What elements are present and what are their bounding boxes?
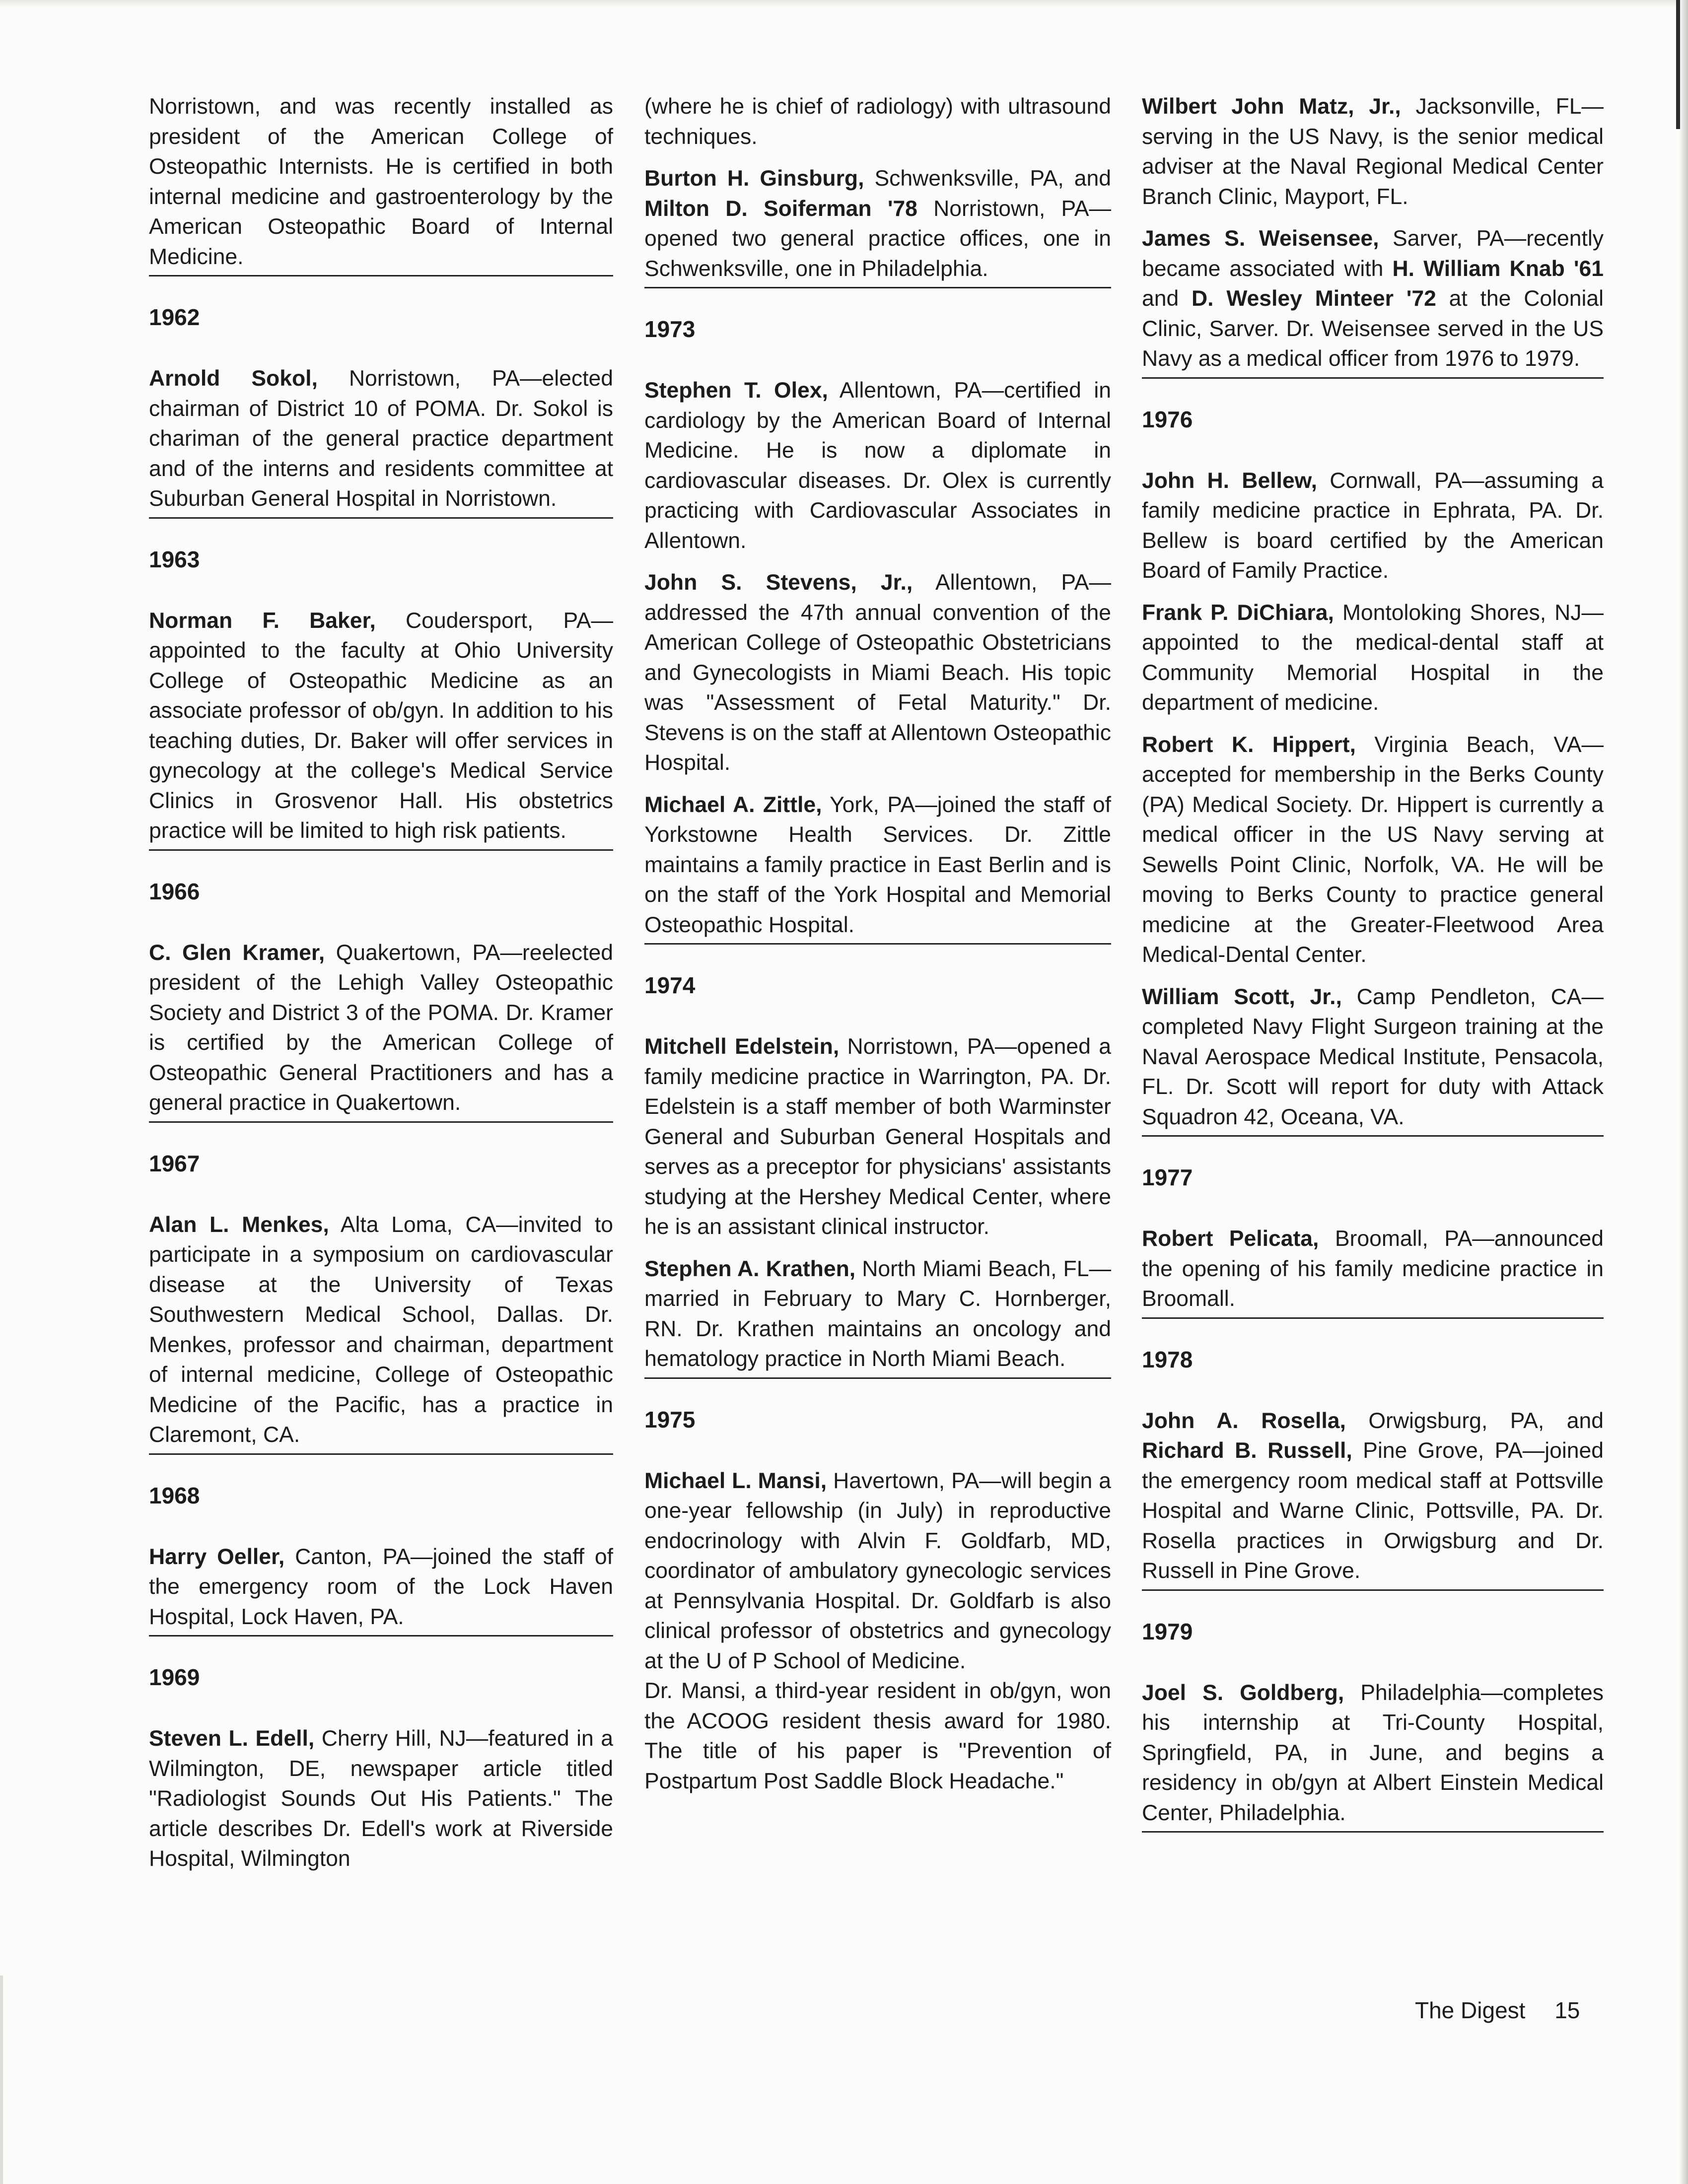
entry-text: Dr. Mansi, a third-year resident in ob/gyn, won the ACOOG resident thesis award for 1980. The title of his paper is "Prevention of Postpartum Post Saddle Block Headache." [644,1679,1111,1793]
alumni-name: John S. Stevens, Jr., [644,570,913,595]
section-divider [149,275,613,276]
section-divider [644,943,1111,945]
entry-text: Camp Pendleton, CA—completed Navy Flight Surgeon training at the Naval Aerospace Medical Institute, Pensacola, FL. Dr. Scott will report for duty with Attack Squadron 42, Oceana, VA. [1142,984,1604,1129]
entry-text: Virginia Beach, VA—accepted for membership in the Berks County (PA) Medical Society. Dr. Hippert is currently a medical officer in the US Navy serving at Sewells Point Clinic, Norfolk, VA. He will be moving to Berks County to practice general medicine at the Greater-Fleetwood Area Medical-Dental Center. [1142,732,1604,967]
entry-group [149,938,613,1121]
alumni-entry [644,164,1111,284]
alumni-entry [1142,1406,1604,1586]
alumni-name: John H. Bellew, [1142,468,1317,493]
alumni-name: Norman F. Baker, [149,608,376,633]
entry-text: Norristown, PA—elected chairman of District 10 of POMA. Dr. Sokol is chariman of the general practice department and of the interns and residents committee at Suburban General Hospital in Norristown. [149,366,614,511]
entry-group [644,92,1111,287]
alumni-entry [149,606,613,846]
section-divider [149,1121,613,1123]
alumni-name: Milton D. Soiferman '78 [644,196,917,221]
alumni-entry [644,568,1111,778]
alumni-name: Steven L. Edell, [149,1726,315,1751]
section-divider [149,1635,613,1637]
column-3 [1142,92,1604,1858]
alumni-name: John A. Rosella, [1142,1408,1346,1433]
alumni-entry [1142,598,1604,718]
alumni-name: William Scott, Jr., [1142,984,1342,1009]
entry-group [1142,92,1604,377]
entry-group [1142,1224,1604,1317]
entry-text: Norristown, PA—opened two general practice offices, one in Schwenksville, one in Philadelphia. [644,196,1111,281]
alumni-entry [149,1724,613,1874]
alumni-entry [149,1542,613,1633]
alumni-entry [1142,466,1604,586]
entry-group [644,1032,1111,1377]
alumni-name: Robert Pelicata, [1142,1227,1319,1251]
alumni-name: Arnold Sokol, [149,366,318,391]
page-top-edge [0,0,1688,7]
section-divider [149,1453,613,1455]
year-heading: 1966 [149,878,200,904]
binding-shadow [1676,0,1680,129]
alumni-name: Richard B. Russell, [1142,1438,1352,1463]
alumni-entry [149,364,613,514]
alumni-name: D. Wesley Minteer '72 [1192,286,1436,311]
entry-text: Allentown, PA—addressed the 47th annual convention of the American College of Osteopathic Obstetricians and Gynecologists in Miami Beach. His topic was "Assessment of Fetal Maturity." Dr. Stevens is on the staff at Allentown Osteopathic Hospital. [644,570,1111,775]
year-heading: 1969 [149,1664,200,1690]
year-heading: 1968 [149,1482,200,1508]
entry-text: Quakertown, PA—reelected president of the Lehigh Valley Osteopathic Society and District 3 of the POMA. Dr. Kramer is certified by the American College of Osteopathic General Practitioners and has a general practice in Quakertown. [149,940,613,1115]
entry-group [149,364,613,517]
alumni-name: Joel S. Goldberg, [1142,1680,1344,1705]
alumni-name: Stephen A. Krathen, [644,1256,856,1281]
entry-group [149,606,613,849]
alumni-name: H. William Knab '61 [1392,256,1604,281]
year-heading: 1977 [1142,1164,1193,1190]
alumni-entry [644,790,1111,941]
scan-left-edge [0,1976,3,2184]
alumni-entry [1142,92,1604,212]
alumni-entry [149,938,613,1118]
entry-text: Sarver, PA—recently became associated with [1142,226,1604,281]
page-number: 15 [1554,1997,1580,2023]
entry-group [149,92,613,275]
entry-text: Coudersport, PA—appointed to the faculty at Ohio University College of Osteopathic Medicine as an associate professor of ob/gyn. In addition to his teaching duties, Dr. Baker will offer services in gynecology at the college's Medical Service Clinics in Grosvenor Hall. His obstetrics practice will be limited to high risk patients. [149,608,613,843]
entry-group [149,1724,613,1877]
year-heading: 1967 [149,1150,200,1176]
section-divider [644,287,1111,288]
alumni-name: Robert K. Hippert, [1142,732,1356,757]
entry-group [644,376,1111,943]
entry-text: Philadelphia—completes his internship at Tri-County Hospital, Springfield, PA, in June, and begins a residency in ob/gyn at Albert Einstein Medical Center, Philadelphia. [1142,1680,1604,1825]
alumni-entry [644,1676,1111,1796]
year-heading: 1976 [1142,406,1193,432]
alumni-entry [149,1210,613,1450]
section-divider [149,517,613,519]
alumni-name: C. Glen Kramer, [149,940,325,965]
alumni-entry [644,92,1111,152]
entry-text: York, PA—joined the staff of Yorkstowne Health Services. Dr. Zittle maintains a family practice in East Berlin and is on the staff of the York Hospital and Memorial Osteopathic Hospital. [644,792,1111,937]
publication-name: The Digest [1415,1997,1526,2023]
alumni-entry [644,1466,1111,1677]
alumni-entry [644,1254,1111,1374]
entry-text: Cherry Hill, NJ—featured in a Wilmington, DE, newspaper article titled "Radiologist Sounds Out His Patients." The article describes Dr. Edell's work at Riverside Hospital, Wilmington [149,1726,613,1871]
year-heading: 1979 [1142,1618,1193,1644]
entry-group [149,1210,613,1453]
entry-text: Alta Loma, CA—invited to participate in a symposium on cardiovascular disease at the University of Texas Southwestern Medical School, Dallas. Dr. Menkes, professor and chairman, department of internal medicine, College of Osteopathic Medicine of the Pacific, has a practice in Claremont, CA. [149,1212,613,1447]
section-divider [644,1377,1111,1379]
entry-text: Cornwall, PA—assuming a family medicine practice in Ephrata, PA. Dr. Bellew is board certified by the American Board of Family Practice. [1142,468,1604,583]
alumni-entry [644,1032,1111,1242]
page-footer [1415,1995,1580,2025]
alumni-name: Stephen T. Olex, [644,378,828,403]
column-2 [644,92,1111,1799]
year-heading: 1975 [644,1406,696,1433]
alumni-entry [1142,224,1604,374]
section-divider [1142,1135,1604,1137]
year-heading: 1973 [644,316,696,342]
entry-text: Montoloking Shores, NJ—appointed to the medical-dental staff at Community Memorial Hospital in the department of medicine. [1142,600,1604,715]
year-heading: 1974 [644,972,696,998]
entry-group [149,1542,613,1636]
entry-text: at the Colonial Clinic, Sarver. Dr. Weisensee served in the US Navy as a medical officer from 1976 to 1979. [1142,286,1604,371]
entry-text: North Miami Beach, FL—married in February to Mary C. Hornberger, RN. Dr. Krathen maintains an oncology and hematology practice in North Miami Beach. [644,1256,1111,1371]
page-right-edge [1679,0,1688,2184]
alumni-name: Michael L. Mansi, [644,1468,827,1493]
entry-text: and [1142,286,1192,311]
entry-group [1142,466,1604,1136]
entry-text: Norristown, and was recently installed as president of the American College of Osteopathic Internists. He is certified in both internal medicine and gastroenterology by the American Osteopathic Board of Internal Medicine. [149,94,613,269]
entry-group [644,1466,1111,1800]
alumni-name: Burton H. Ginsburg, [644,166,864,191]
alumni-entry [1142,982,1604,1133]
entry-text: Norristown, PA—opened a family medicine practice in Warrington, PA. Dr. Edelstein is a staff member of both Warminster General and Suburban General Hospitals and serves as a preceptor for physicians' assistants studying at the Hershey Medical Center, where he is an assistant clinical instructor. [644,1034,1111,1239]
alumni-name: Frank P. DiChiara, [1142,600,1334,625]
entry-text: Jacksonville, FL—serving in the US Navy, is the senior medical adviser at the Naval Regional Medical Center Branch Clinic, Mayport, FL. [1142,94,1604,209]
alumni-name: Wilbert John Matz, Jr., [1142,94,1401,119]
alumni-name: Harry Oeller, [149,1544,285,1569]
section-divider [1142,377,1604,379]
entry-text: (where he is chief of radiology) with ultrasound techniques. [644,94,1111,149]
entry-text: Havertown, PA—will begin a one-year fellowship (in July) in reproductive endocrinology with Alvin F. Goldfarb, MD, coordinator of ambulatory gynecologic services at Pennsylvania Hospital. Dr. Goldfarb is also clinical professor of obstetrics and gynecology at the U of P School of Medicine. [644,1468,1111,1673]
entry-text: Canton, PA—joined the staff of the emergency room of the Lock Haven Hospital, Lock Haven, PA. [149,1544,613,1629]
year-heading: 1963 [149,546,200,572]
alumni-entry [644,376,1111,556]
alumni-entry [1142,730,1604,970]
section-divider [1142,1589,1604,1591]
entry-group [1142,1678,1604,1832]
column-1 [149,92,613,1877]
section-divider [1142,1317,1604,1319]
entry-text: Broomall, PA—announced the opening of his family medicine practice in Broomall. [1142,1227,1604,1311]
alumni-name: Michael A. Zittle, [644,792,822,817]
entry-text: Pine Grove, PA—joined the emergency room medical staff at Pottsville Hospital and Warne Clinic, Pottsville, PA. Dr. Rosella practices in Orwigsburg and Dr. Russell in Pine Grove. [1142,1438,1604,1583]
entry-text: Allentown, PA—certified in cardiology by the American Board of Internal Medicine. He is now a diplomate in cardiovascular diseases. Dr. Olex is currently practicing with Cardiovascular Associates in Allentown. [644,378,1111,553]
alumni-name: Mitchell Edelstein, [644,1034,840,1059]
alumni-entry [1142,1678,1604,1829]
entry-group [1142,1406,1604,1589]
year-heading: 1962 [149,304,200,330]
year-heading: 1978 [1142,1346,1193,1372]
entry-text: Orwigsburg, PA, and [1345,1408,1604,1433]
entry-text: Schwenksville, PA, and [864,166,1111,191]
alumni-entry [149,92,613,272]
section-divider [149,849,613,851]
alumni-name: James S. Weisensee, [1142,226,1379,251]
section-divider [1142,1831,1604,1833]
alumni-entry [1142,1224,1604,1314]
alumni-name: Alan L. Menkes, [149,1212,329,1237]
